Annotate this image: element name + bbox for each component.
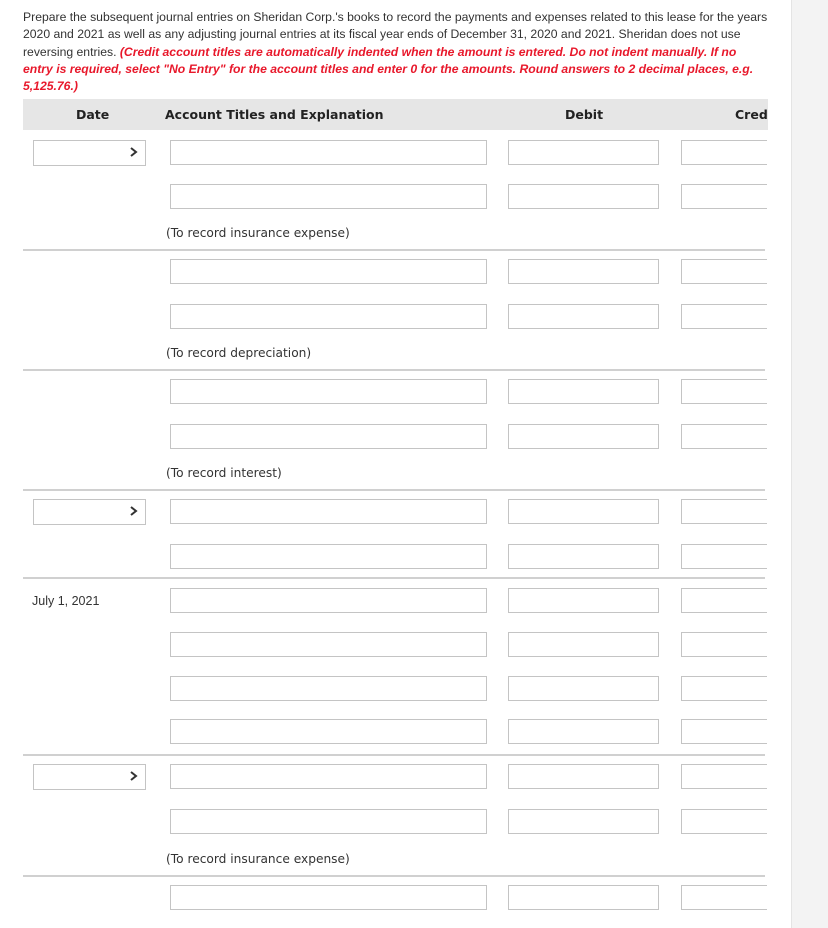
- instructions-warning: (Credit account titles are automatically indented when the amount is entered. Do not indent manually. If no entry is required, select "No Entry" for the account titles and enter 0 for the amounts. Round answers to 2 decimal places, e.g. 5,125.76.): [23, 44, 754, 94]
- date-dropdown[interactable]: [33, 140, 146, 166]
- debit-input[interactable]: [508, 140, 659, 165]
- credit-input[interactable]: [681, 764, 767, 789]
- entry-explanation: (To record depreciation): [166, 346, 312, 360]
- credit-input[interactable]: [681, 379, 767, 404]
- credit-input[interactable]: [681, 676, 767, 701]
- instructions-text: Prepare the subsequent journal entries on Sheridan Corp.'s books to record the payments and expenses related to this lease for the years 2020 and 2021 as well as any adjusting journal entries at its fiscal year ends of December 31, 2020 and 2021. Sheridan does not use reversing entries.: [23, 10, 768, 59]
- account-title-input[interactable]: [170, 764, 487, 789]
- debit-input[interactable]: [508, 632, 659, 657]
- chevron-down-icon: [129, 146, 139, 158]
- date-dropdown[interactable]: [33, 499, 146, 525]
- account-title-input[interactable]: [170, 184, 487, 209]
- credit-input[interactable]: [681, 885, 767, 910]
- entry-separator: [23, 369, 765, 371]
- debit-input[interactable]: [508, 259, 659, 284]
- credit-input[interactable]: [681, 424, 767, 449]
- entry-separator: [23, 754, 765, 756]
- instructions: [23, 9, 768, 95]
- debit-input[interactable]: [508, 719, 659, 744]
- account-title-input[interactable]: [170, 719, 487, 744]
- account-title-input[interactable]: [170, 885, 487, 910]
- entry-explanation: (To record insurance expense): [166, 852, 350, 866]
- vertical-scrollbar[interactable]: [791, 0, 828, 928]
- debit-input[interactable]: [508, 544, 659, 569]
- journal-table-header: [23, 99, 768, 130]
- debit-input[interactable]: [508, 379, 659, 404]
- date-dropdown[interactable]: [33, 764, 146, 790]
- account-title-input[interactable]: [170, 304, 487, 329]
- debit-input[interactable]: [508, 304, 659, 329]
- debit-input[interactable]: [508, 184, 659, 209]
- debit-input[interactable]: [508, 676, 659, 701]
- credit-input[interactable]: [681, 304, 767, 329]
- credit-input[interactable]: [681, 259, 767, 284]
- credit-input[interactable]: [681, 719, 767, 744]
- credit-input[interactable]: [681, 140, 767, 165]
- entry-date: July 1, 2021: [32, 594, 100, 608]
- credit-input[interactable]: [681, 809, 767, 834]
- entry-separator: [23, 489, 765, 491]
- header-date: Date: [76, 107, 110, 122]
- account-title-input[interactable]: [170, 499, 487, 524]
- account-title-input[interactable]: [170, 632, 487, 657]
- account-title-input[interactable]: [170, 588, 487, 613]
- account-title-input[interactable]: [170, 544, 487, 569]
- entry-separator: [23, 577, 765, 579]
- entry-explanation: (To record insurance expense): [166, 226, 350, 240]
- header-debit: Debit: [565, 107, 604, 122]
- credit-input[interactable]: [681, 184, 767, 209]
- debit-input[interactable]: [508, 424, 659, 449]
- header-account-titles: Account Titles and Explanation: [165, 107, 384, 122]
- credit-input[interactable]: [681, 588, 767, 613]
- header-credit: Cred: [735, 107, 768, 122]
- chevron-down-icon: [129, 505, 139, 517]
- debit-input[interactable]: [508, 764, 659, 789]
- debit-input[interactable]: [508, 499, 659, 524]
- entry-explanation: (To record interest): [166, 466, 282, 480]
- debit-input[interactable]: [508, 885, 659, 910]
- account-title-input[interactable]: [170, 259, 487, 284]
- credit-input[interactable]: [681, 499, 767, 524]
- credit-input[interactable]: [681, 632, 767, 657]
- account-title-input[interactable]: [170, 140, 487, 165]
- account-title-input[interactable]: [170, 424, 487, 449]
- account-title-input[interactable]: [170, 809, 487, 834]
- account-title-input[interactable]: [170, 676, 487, 701]
- chevron-down-icon: [129, 770, 139, 782]
- debit-input[interactable]: [508, 809, 659, 834]
- entry-separator: [23, 249, 765, 251]
- debit-input[interactable]: [508, 588, 659, 613]
- credit-input[interactable]: [681, 544, 767, 569]
- entry-separator: [23, 875, 765, 877]
- account-title-input[interactable]: [170, 379, 487, 404]
